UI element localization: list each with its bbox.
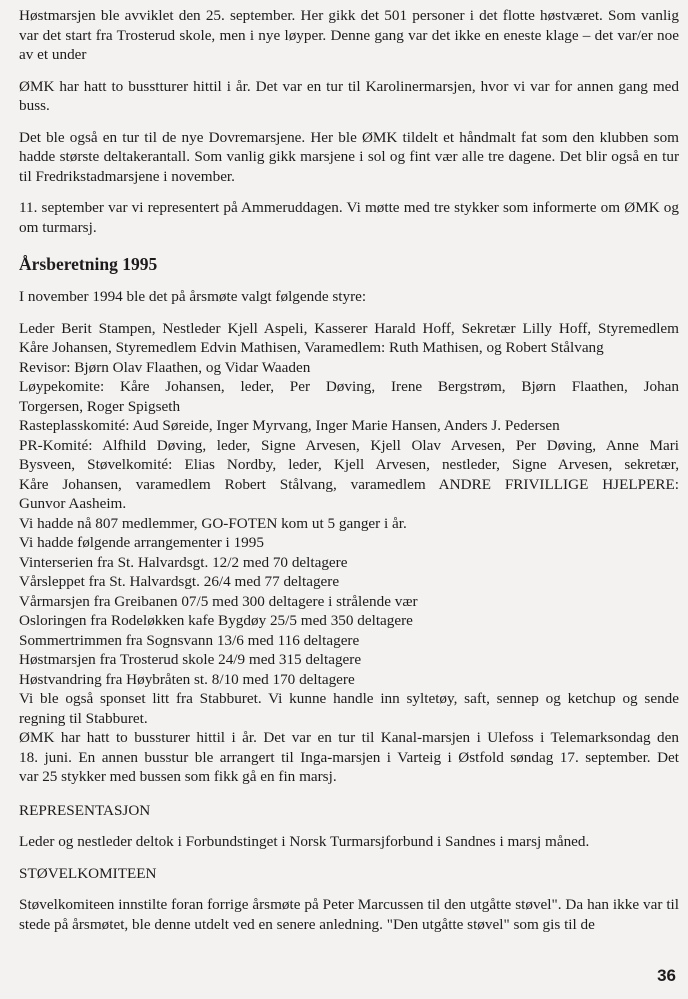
document-page <box>19 6 679 946</box>
report-line: Vårsleppet fra St. Halvardsgt. 26/4 med 77 deltagere <box>19 573 340 590</box>
paragraph-ammeruddagen: 11. september var vi representert på Ammeruddagen. Vi møtte med tre stykker som informerte om ØMK og om turmarsj. <box>19 199 679 236</box>
report-line: Gunvor Aasheim. <box>19 495 127 512</box>
report-line: Kåre Johansen, Styremedlem Edvin Mathisen, Varamedlem: Ruth Mathisen, og Robert Stålvang <box>19 339 604 356</box>
report-line: Vi hadde nå 807 medlemmer, GO-FOTEN kom ut 5 ganger i år. <box>19 514 407 532</box>
report-line: Sommertrimmen fra Sognsvann 13/6 med 116 deltagere <box>19 631 360 649</box>
report-line: ØMK har hatt to bussturer hittil i år. Det var en tur til Kanal-marsjen i Ulefoss i Telemarksondag den <box>19 729 679 746</box>
report-line: Vi hadde følgende arrangementer i 1995 <box>19 534 264 551</box>
report-line: Løypekomite: Kåre Johansen, leder, Per Døving, Irene Bergstrøm, Bjørn Flaathen, Johan <box>19 378 679 395</box>
section-title-representasjon: REPRESENTASJON <box>19 801 151 819</box>
report-line: Leder Berit Stampen, Nestleder Kjell Aspeli, Kasserer Harald Hoff, Sekretær Lilly Hoff, Styremedlem <box>19 319 679 337</box>
report-line: 18. juni. En annen busstur ble arrangert til Inga-marsjen i Varteig i Østfold søndag 17. september. Det <box>19 748 679 766</box>
paragraph-hostmarsjen: Høstmarsjen ble avviklet den 25. september. Her gikk det 501 personer i det flotte høstværet. Som vanlig var det start fra Trosterud skole, men i nye løyper. Denne gang var det ikke en eneste klage – det var/er noe av et under <box>19 7 679 63</box>
report-lines <box>19 319 679 787</box>
report-line: Høstmarsjen fra Trosterud skole 24/9 med 315 deltagere <box>19 651 362 668</box>
report-line: Torgersen, Roger Spigseth <box>19 397 181 415</box>
page-number: 36 <box>657 966 676 985</box>
report-line: Vårmarsjen fra Greibanen 07/5 med 300 deltagere i strålende vær <box>19 592 418 610</box>
report-line: Revisor: Bjørn Olav Flaathen, og Vidar Waaden <box>19 358 311 376</box>
paragraph-bussturer: ØMK har hatt to busstturer hittil i år. Det var en tur til Karolinermarsjen, hvor vi var for annen gang med buss. <box>19 77 679 114</box>
section-heading-arsberetning: Årsberetning 1995 <box>19 254 158 274</box>
paragraph-stovelkomiteen: Støvelkomiteen innstilte foran forrige årsmøte på Peter Marcussen til den utgåtte støvel". Da han ikke var til stede på årsmøtet, ble denne utdelt ved en senere anledning. "Den utgåtte støvel" som gis til de <box>19 896 679 933</box>
report-line: Kåre Johansen, varamedlem Robert Stålvang, varamedlem ANDRE FRIVILLIGE HJELPERE: <box>19 475 679 493</box>
paragraph-styre-intro: I november 1994 ble det på årsmøte valgt følgende styre: <box>19 288 367 305</box>
report-line: var 25 stykker med bussen som fikk gå en fin marsj. <box>19 768 337 785</box>
paragraph-dovremarsjene: Det ble også en tur til de nye Dovremarsjene. Her ble ØMK tildelt et håndmalt fat som den klubben som hadde største deltakerantall. Som vanlig gikk marsjene i sol og fint vær alle tre dagene. Det blir også en tur til Fredrikstadmarsjene i november. <box>19 128 679 185</box>
report-line: regning til Stabburet. <box>19 709 148 727</box>
report-line: Høstvandring fra Høybråten st. 8/10 med 170 deltagere <box>19 670 355 688</box>
report-line: Vi ble også sponset litt fra Stabburet. Vi kunne handle inn syltetøy, saft, sennep og ketchup og sende <box>19 690 679 707</box>
report-line: Bysveen, Støvelkomité: Elias Nordby, leder, Kjell Arvesen, nestleder, Signe Arvesen, sekretær, <box>19 456 679 473</box>
report-line: Vinterserien fra St. Halvardsgt. 12/2 med 70 deltagere <box>19 553 348 571</box>
report-line: Rasteplasskomité: Aud Søreide, Inger Myrvang, Inger Marie Hansen, Anders J. Pedersen <box>19 417 560 434</box>
report-line: PR-Komité: Alfhild Døving, leder, Signe Arvesen, Kjell Olav Arvesen, Per Døving, Anne Mari <box>19 436 679 454</box>
paragraph-representasjon: Leder og nestleder deltok i Forbundstinget i Norsk Turmarsjforbund i Sandnes i marsj måned. <box>19 833 590 850</box>
report-line: Osloringen fra Rodeløkken kafe Bygdøy 25/5 med 350 deltagere <box>19 612 413 629</box>
section-title-stovelkomiteen: STØVELKOMITEEN <box>19 864 157 882</box>
